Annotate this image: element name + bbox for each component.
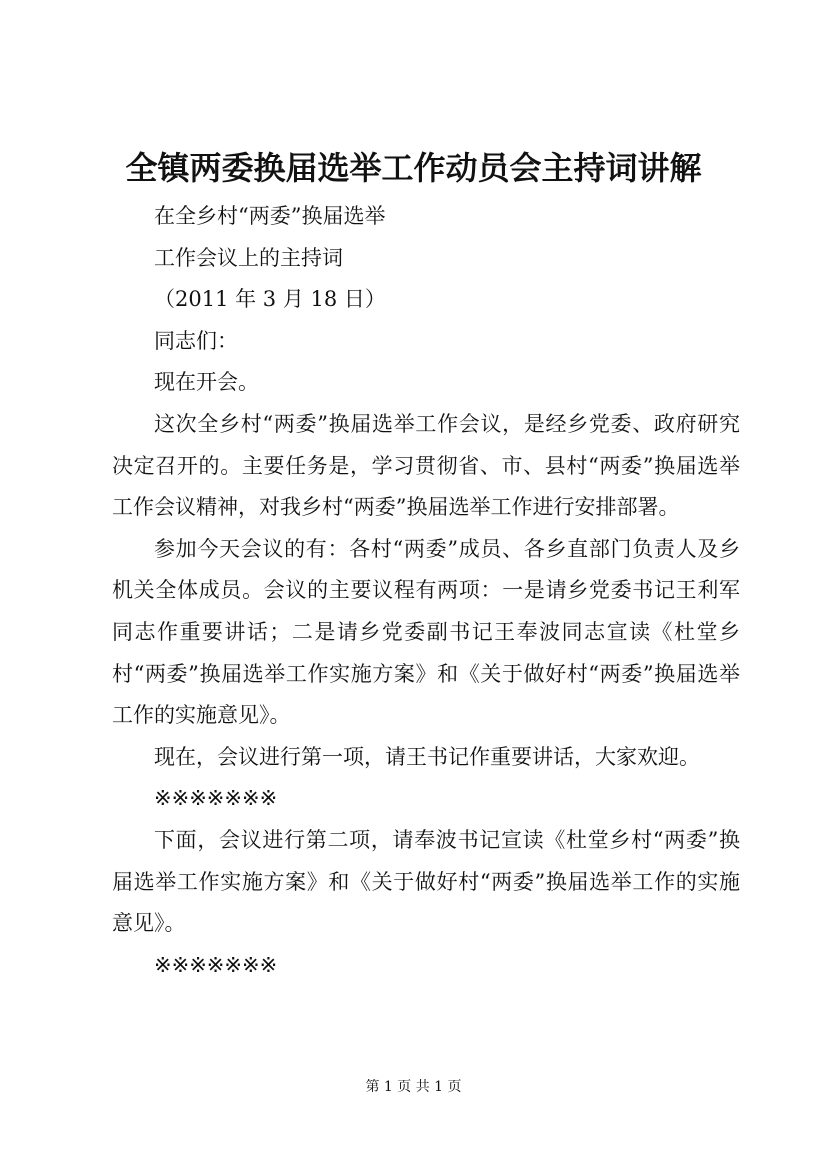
paragraph-salutation: 同志们： — [154, 328, 238, 353]
paragraph-separator-2: ※※※※※※※ — [154, 952, 278, 977]
paragraph-separator-1: ※※※※※※※ — [154, 786, 278, 811]
paragraph-item-one: 现在，会议进行第一项，请王书记作重要讲话，大家欢迎。 — [154, 744, 700, 769]
document-body — [112, 196, 740, 986]
paragraph-heading-line-1: 在全乡村“两委”换届选举 — [154, 204, 386, 228]
page-footer: 第 1 页 共 1 页 — [365, 1079, 462, 1095]
paragraph-heading-line-2: 工作会议上的主持词 — [154, 245, 343, 270]
document-title: 全镇两委换届选举工作动员会主持词讲解 — [125, 149, 702, 187]
paragraph-opening: 现在开会。 — [154, 370, 259, 395]
paragraph-item-two: 下面，会议进行第二项，请奉波书记宣读《杜堂乡村“两委”换届选举工作实施方案》和《关于做好村“两委”换届选举工作的实施意见》。 — [112, 827, 740, 936]
paragraph-date: （2011 年 3 月 18 日） — [154, 287, 386, 312]
paragraph-attendees: 参加今天会议的有：各村“两委”成员、各乡直部门负责人及乡机关全体成员。会议的主要议程有两项：一是请乡党委书记王利军同志作重要讲话；二是请乡党委副书记王奉波同志宣读《杜堂乡村“两委”换届选举工作实施方案》和《关于做好村“两委”换届选举工作的实施意见》。 — [112, 536, 740, 728]
paragraph-purpose: 这次全乡村“两委”换届选举工作会议，是经乡党委、政府研究决定召开的。主要任务是，学习贯彻省、市、县村“两委”换届选举工作会议精神，对我乡村“两委”换届选举工作进行安排部署。 — [112, 411, 740, 520]
